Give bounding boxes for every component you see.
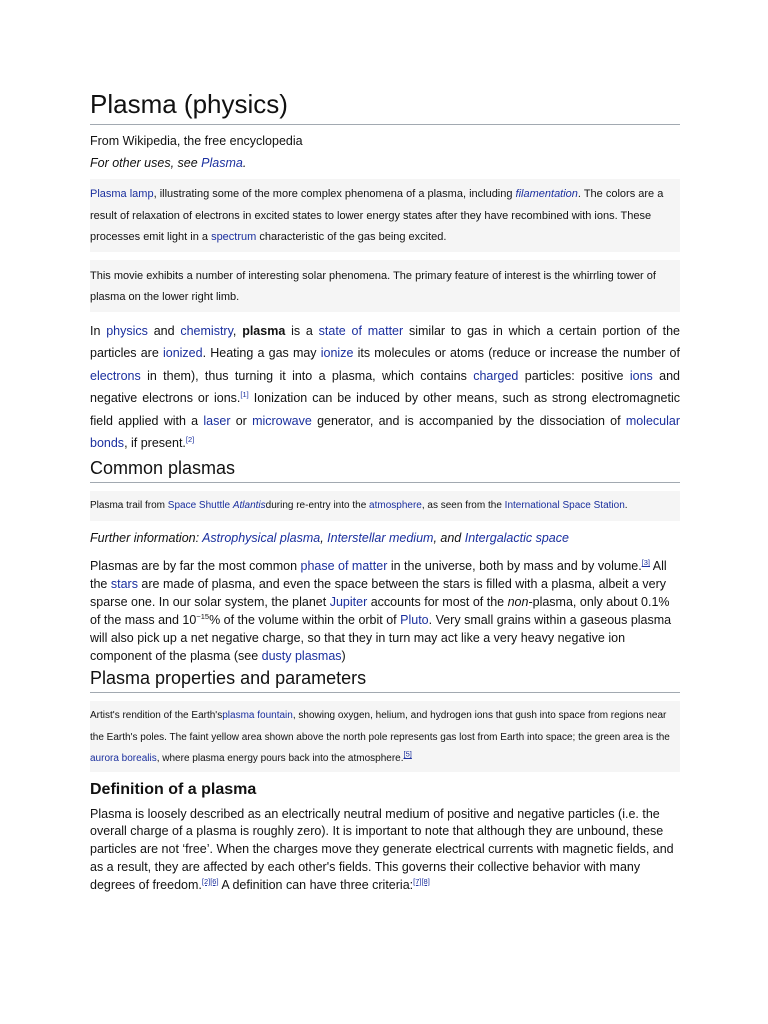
text: Ionization can be induced by other means, such as strong electromagnetic field applied with a: [90, 391, 681, 428]
reference-2[interactable]: [2]: [185, 435, 195, 445]
section-heading-common-plasmas: Common plasmas: [90, 455, 680, 483]
link-spectrum[interactable]: spectrum: [211, 231, 257, 243]
reference-3[interactable]: [3]: [641, 557, 651, 567]
text: All the: [90, 559, 667, 592]
caption-text: Artist's rendition of the Earth's: [90, 710, 223, 722]
hatnote-text: For other uses, see: [90, 156, 202, 170]
further-information: [90, 529, 680, 547]
definition-paragraph: [90, 806, 680, 895]
link-physics[interactable]: physics: [106, 323, 148, 338]
caption-text: , showing oxygen, helium, and hydrogen ions that gush into space from regions near the Earth's poles. The faint yellow area shown above the north pole represents gas lost from Earth into space; the green area is the: [90, 710, 670, 743]
article-page: [90, 88, 680, 895]
text: -plasma, only about 0.1% of the mass and 10: [90, 595, 670, 628]
common-plasmas-paragraph: [90, 557, 680, 665]
caption-text: .: [624, 500, 628, 512]
hatnote-link-plasma[interactable]: Plasma: [201, 156, 243, 170]
caption-text: , where plasma energy pours back into the atmosphere.: [156, 753, 404, 765]
link-state-of-matter[interactable]: state of matter: [318, 323, 404, 338]
image-caption-plasma-trail: [90, 491, 680, 521]
link-stars[interactable]: stars: [110, 577, 138, 592]
text: in them), thus turning it into a plasma, which contains: [140, 368, 474, 383]
text: and negative electrons or ions.: [90, 368, 680, 406]
link-aurora-borealis[interactable]: aurora borealis: [90, 753, 157, 765]
text: In: [90, 323, 107, 338]
text: is a: [285, 323, 319, 338]
link-atlantis[interactable]: Atlantis: [232, 500, 266, 512]
link-charged[interactable]: charged: [473, 368, 519, 383]
caption-text: Plasma trail from: [90, 500, 168, 512]
caption-text: during re-entry into the: [265, 500, 370, 512]
link-dusty-plasmas[interactable]: dusty plasmas: [261, 649, 342, 664]
link-ionized[interactable]: ionized: [162, 346, 203, 361]
italic-text: non: [507, 595, 529, 610]
bold-term-plasma: plasma: [242, 323, 286, 338]
caption-text: , illustrating some of the more complex phenomena of a plasma, including: [153, 188, 516, 200]
text: are made of plasma, and even the space between the stars is filled with a plasma, albeit a very sparse one. In our solar system, the planet: [90, 577, 667, 610]
link-chemistry[interactable]: chemistry: [180, 323, 233, 338]
text: , if present.: [124, 436, 186, 451]
link-plasma-lamp[interactable]: Plasma lamp: [90, 188, 154, 200]
text: or: [230, 413, 253, 428]
link-laser[interactable]: laser: [203, 413, 231, 428]
text: , and: [433, 531, 465, 546]
text: Further information:: [90, 531, 203, 546]
link-plasma-fountain[interactable]: plasma fountain: [222, 710, 293, 722]
link-electrons[interactable]: electrons: [90, 368, 141, 383]
text: accounts for most of the: [367, 595, 508, 610]
link-molecular-bonds[interactable]: molecular bonds: [90, 413, 680, 451]
reference-2-6[interactable]: [2][6]: [201, 876, 219, 886]
text: ,: [232, 323, 243, 338]
text: Plasmas are by far the most common: [90, 559, 301, 574]
text: A definition can have three criteria:: [218, 877, 414, 892]
text: and: [147, 323, 181, 338]
text: its molecules or atoms (reduce or increase the number of: [353, 346, 680, 361]
text: % of the volume within the orbit of: [209, 613, 401, 628]
link-ionize[interactable]: ionize: [320, 346, 354, 361]
reference-7-8[interactable]: [7][8]: [413, 876, 430, 886]
caption-text: . The colors are a result of relaxation of electrons in excited states to lower energy states after they have recombined with ions. These processes emit light in a: [90, 188, 664, 243]
link-pluto[interactable]: Pluto: [400, 613, 429, 628]
text: . Heating a gas may: [202, 346, 321, 361]
site-subtitle: From Wikipedia, the free encyclopedia: [90, 134, 303, 148]
caption-text: characteristic of the gas being excited.: [256, 231, 447, 243]
text: generator, and is accompanied by the dissociation of: [311, 413, 626, 428]
link-phase-of-matter[interactable]: phase of matter: [300, 559, 388, 574]
subsection-heading-definition: Definition of a plasma: [90, 780, 257, 798]
link-space-shuttle[interactable]: Space Shuttle: [167, 500, 231, 512]
video-caption-solar: This movie exhibits a number of interesting solar phenomena. The primary feature of interest is the whirrling tower of plasma on the lower right limb.: [90, 260, 680, 312]
link-microwave[interactable]: microwave: [252, 413, 312, 428]
link-jupiter[interactable]: Jupiter: [329, 595, 368, 610]
link-astrophysical-plasma[interactable]: Astrophysical plasma: [202, 531, 321, 546]
link-atmosphere[interactable]: atmosphere: [369, 500, 422, 512]
link-filamentation[interactable]: filamentation: [515, 188, 578, 200]
text: ): [341, 649, 346, 664]
reference-5[interactable]: [5]: [403, 749, 412, 759]
link-interstellar-medium[interactable]: Interstellar medium: [327, 531, 434, 546]
reference-1[interactable]: [1]: [240, 390, 249, 400]
text: similar to gas in which a certain portion of the particles are: [90, 323, 680, 361]
text: . Very small grains within a gaseous plasma will also pick up a net negative charge, so that they in turn may act like a very heavy negative ion component of the plasma (see: [90, 613, 672, 664]
link-ions[interactable]: ions: [629, 368, 653, 383]
text: Plasma is loosely described as an electrically neutral medium of positive and negative particles (i.e. the overall charge of a plasma is roughly zero). It is important to note that although they are unbound, these particles are not ‘free’. When the charges move they generate electrical currents with magnetic fields, and as a result, they are affected by each other's fields. This governs their collective behavior with many degrees of freedom.: [90, 806, 674, 892]
caption-text: , as seen from the: [421, 500, 505, 512]
page-title: Plasma (physics): [90, 88, 680, 125]
hatnote: [90, 155, 680, 171]
section-heading-properties: Plasma properties and parameters: [90, 665, 680, 693]
image-caption-plasma-lamp: [90, 179, 680, 252]
exponent: −15: [196, 611, 210, 621]
link-intergalactic-space[interactable]: Intergalactic space: [464, 531, 569, 546]
hatnote-suffix: .: [242, 156, 247, 170]
link-international-space-station[interactable]: International Space Station: [504, 500, 625, 512]
text: particles: positive: [518, 368, 630, 383]
text: ,: [320, 531, 328, 546]
text: in the universe, both by mass and by volume.: [387, 559, 642, 574]
intro-paragraph: [90, 320, 680, 456]
image-caption-plasma-fountain: [90, 701, 680, 772]
